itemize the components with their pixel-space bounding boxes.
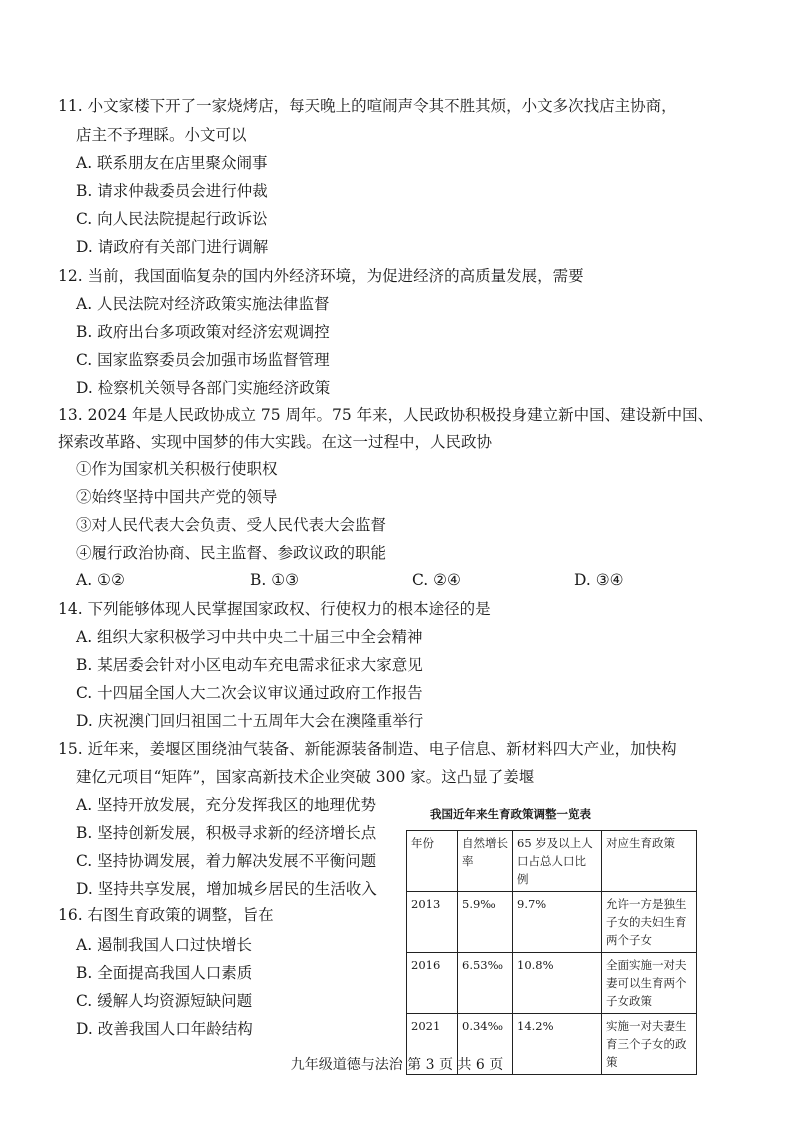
table-header-row (407, 831, 697, 892)
q13-option-d: D. ③④ (574, 571, 624, 589)
q13-option-a: A. ①② (76, 571, 125, 589)
table-cell: 14.2% (513, 1014, 602, 1075)
q11-option-d: D. 请政府有关部门进行调解 (76, 238, 269, 256)
q15-option-b: B. 坚持创新发展，积极寻求新的经济增长点 (76, 824, 377, 842)
table-cell: 2016 (407, 953, 458, 1014)
q11-option-b: B. 请求仲裁委员会进行仲裁 (76, 182, 268, 200)
table-cell: 6.53‰ (458, 953, 513, 1014)
q13-item-3: ③对人民代表大会负责、受人民代表大会监督 (76, 516, 387, 534)
q13-item-2: ②始终坚持中国共产党的领导 (76, 488, 278, 506)
q14-option-b: B. 某居委会针对小区电动车充电需求征求大家意见 (76, 656, 423, 674)
q15-option-c: C. 坚持协调发展，着力解决发展不平衡问题 (76, 852, 377, 870)
q15-stem-line-2: 建亿元项目“矩阵”，国家高新技术企业突破 300 家。这凸显了姜堰 (76, 768, 535, 786)
table-cell: 实施一对夫妻生育三个子女的政策 (602, 1014, 697, 1075)
table-header-cell: 自然增长率 (458, 831, 513, 892)
q15-option-a: A. 坚持开放发展，充分发挥我区的地理优势 (76, 796, 377, 814)
table-cell: 全面实施一对夫妻可以生育两个子女政策 (602, 953, 697, 1014)
q11-stem-line-1: 11. 小文家楼下开了一家烧烤店，每天晚上的喧闹声令其不胜其烦，小文多次找店主协商， (58, 97, 677, 115)
q11-option-c: C. 向人民法院提起行政诉讼 (76, 210, 268, 228)
table-cell: 10.8% (513, 953, 602, 1014)
table-cell: 0.34‰ (458, 1014, 513, 1075)
q13-item-4: ④履行政治协商、民主监督、参政议政的职能 (76, 544, 387, 562)
policy-table-title: 我国近年来生育政策调整一览表 (430, 807, 591, 821)
q16-option-a: A. 遏制我国人口过快增长 (76, 936, 253, 954)
q12-option-d: D. 检察机关领导各部门实施经济政策 (76, 379, 331, 397)
q13-option-c: C. ②④ (412, 571, 461, 589)
q13-stem-line-1: 13. 2024 年是人民政协成立 75 周年。75 年来，人民政协积极投身建立新中国、建设新中国、 (58, 406, 714, 424)
table-cell: 5.9‰ (458, 892, 513, 953)
policy-table (406, 830, 697, 1075)
q12-option-c: C. 国家监察委员会加强市场监督管理 (76, 351, 330, 369)
q13-stem-line-2: 探索改革路、实现中国梦的伟大实践。在这一过程中，人民政协 (58, 433, 493, 451)
q16-option-c: C. 缓解人均资源短缺问题 (76, 992, 253, 1010)
table-header-cell: 年份 (407, 831, 458, 892)
q14-option-d: D. 庆祝澳门回归祖国二十五周年大会在澳隆重举行 (76, 712, 424, 730)
q16-stem-line-1: 16. 右图生育政策的调整，旨在 (58, 906, 274, 924)
table-row (407, 953, 697, 1014)
table-cell: 允许一方是独生子女的夫妇生育两个子女 (602, 892, 697, 953)
q14-option-c: C. 十四届全国人大二次会议审议通过政府工作报告 (76, 684, 423, 702)
q15-option-d: D. 坚持共享发展，增加城乡居民的生活收入 (76, 880, 377, 898)
q11-stem-line-2: 店主不予理睬。小文可以 (76, 126, 247, 144)
q13-item-1: ①作为国家机关积极行使职权 (76, 460, 278, 478)
q12-option-a: A. 人民法院对经济政策实施法律监督 (76, 295, 330, 313)
table-header-cell: 对应生育政策 (602, 831, 697, 892)
q11-option-a: A. 联系朋友在店里聚众闹事 (76, 154, 268, 172)
q14-option-a: A. 组织大家积极学习中共中央二十届三中全会精神 (76, 628, 423, 646)
table-cell: 2013 (407, 892, 458, 953)
q12-stem-line-1: 12. 当前，我国面临复杂的国内外经济环境，为促进经济的高质量发展，需要 (58, 267, 584, 285)
q16-option-d: D. 改善我国人口年龄结构 (76, 1020, 253, 1038)
q12-option-b: B. 政府出台多项政策对经济宏观调控 (76, 323, 330, 341)
table-header-cell: 65 岁及以上人口占总人口比例 (513, 831, 602, 892)
q16-option-b: B. 全面提高我国人口素质 (76, 964, 253, 982)
q15-stem-line-1: 15. 近年来，姜堰区围绕油气装备、新能源装备制造、电子信息、新材料四大产业，加快构 (58, 740, 677, 758)
page-footer: 九年级道德与法治 第 3 页 共 6 页 (290, 1057, 504, 1073)
table-cell: 2021 (407, 1014, 458, 1075)
table-cell: 9.7% (513, 892, 602, 953)
table-row (407, 892, 697, 953)
q14-stem-line-1: 14. 下列能够体现人民掌握国家政权、行使权力的根本途径的是 (58, 600, 491, 618)
q13-option-b: B. ①③ (250, 571, 300, 589)
